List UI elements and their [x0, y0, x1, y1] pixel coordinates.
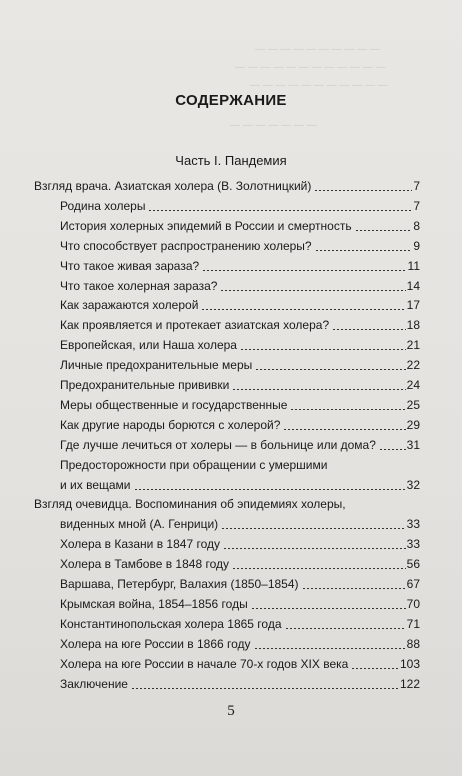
toc-entry-title: Родина холеры	[60, 198, 146, 213]
toc-entry-title: Что такое живая зараза?	[60, 258, 200, 273]
toc-entry-title: Меры общественные и государственные	[60, 397, 288, 412]
toc-entry-title: Предохранительные прививки	[60, 378, 230, 392]
dot-leader	[201, 309, 405, 310]
toc-entry	[60, 238, 420, 254]
toc-entry	[60, 636, 420, 652]
toc-entry-page: 71	[406, 616, 420, 631]
toc-entry-page: 21	[406, 338, 420, 353]
dot-leader	[240, 349, 406, 350]
show-through-decoration: — — — — — — —	[230, 120, 317, 131]
toc-entry	[60, 218, 420, 234]
toc-entry-page: 31	[406, 437, 420, 452]
toc-entry-page: 18	[406, 318, 420, 333]
toc-entry	[60, 536, 420, 552]
toc-entry-title: Взгляд врача. Азиатская холера (В. Золотницкий)	[34, 179, 312, 193]
toc-entry-title: Что способствует распространению холеры?	[60, 238, 312, 253]
toc-entry-page: 56	[406, 557, 420, 572]
toc-entry-title: Как другие народы борются с холерой?	[60, 417, 281, 432]
toc-entry	[60, 576, 420, 592]
toc-entry	[60, 198, 420, 214]
dot-leader	[290, 409, 405, 410]
dot-leader	[332, 329, 406, 330]
toc-entry-page: 22	[406, 358, 420, 373]
show-through-decoration: — — — — — — — — — — — —	[235, 62, 386, 73]
toc-entry-title: Заключение	[60, 676, 128, 691]
toc-entry	[60, 477, 420, 493]
toc-entry-page: 67	[406, 577, 420, 591]
dot-leader	[314, 190, 412, 191]
dot-leader	[283, 429, 405, 430]
toc-entry	[60, 676, 420, 692]
toc-entry-page: 14	[406, 278, 420, 293]
toc-entry-page: 7	[413, 198, 420, 213]
toc-entry-title: Предосторожности при обращении с умершими	[60, 457, 328, 472]
toc-entry	[60, 616, 420, 632]
toc-entry-title: История холерных эпидемий в России и смертность	[60, 218, 352, 233]
dot-leader	[315, 250, 413, 251]
dot-leader	[251, 608, 406, 609]
toc-entry-page: 103	[399, 656, 420, 671]
toc-entry-page: 11	[407, 258, 420, 273]
dot-leader	[202, 270, 406, 271]
dot-leader	[254, 648, 406, 649]
toc-entry	[60, 377, 420, 393]
toc-entry-title: Варшава, Петербург, Валахия (1850–1854)	[60, 577, 299, 591]
toc-entry	[60, 556, 420, 572]
toc-entry	[60, 596, 420, 612]
toc-entry	[60, 258, 420, 274]
toc-entry-page: 25	[406, 397, 420, 412]
toc-entry	[60, 337, 420, 353]
dot-leader	[232, 389, 405, 390]
toc-entry-page: 88	[406, 636, 420, 651]
part-heading: Часть I. Пандемия	[175, 153, 287, 168]
toc-entry-page: 70	[406, 596, 420, 611]
toc-entry-title: Холера в Тамбове в 1848 году	[60, 557, 229, 572]
toc-entry	[60, 317, 420, 333]
toc-entry-page: 24	[406, 378, 420, 392]
dot-leader	[220, 290, 405, 291]
toc-entry	[60, 516, 420, 532]
toc-section-entry	[34, 178, 420, 194]
dot-leader	[134, 489, 406, 490]
dot-leader	[255, 369, 405, 370]
dot-leader	[223, 548, 406, 549]
toc-entry-title: и их вещами	[60, 477, 131, 492]
toc-entry-title: Что такое холерная зараза?	[60, 278, 218, 293]
dot-leader	[355, 230, 413, 231]
toc-entry	[60, 457, 420, 473]
dot-leader	[302, 588, 406, 589]
toc-entry	[60, 278, 420, 294]
toc-entry-title: Крымская война, 1854–1856 годы	[60, 596, 248, 611]
toc-entry-title: Константинопольская холера 1865 года	[60, 616, 282, 631]
toc-entry-title: виденных мной (А. Генрици)	[60, 517, 219, 532]
toc-entry-page: 9	[413, 238, 420, 253]
toc-entry-title: Холера в Казани в 1847 году	[60, 537, 220, 552]
show-through-decoration: — — — — — — — — — — —	[250, 80, 388, 91]
toc-entry-title: Холера на юге России в 1866 году	[60, 636, 251, 651]
toc-section-entry	[34, 496, 420, 512]
show-through-decoration: — — — — — — — — — —	[255, 44, 381, 55]
toc-entry-title: Личные предохранительные меры	[60, 358, 253, 373]
dot-leader	[148, 210, 412, 211]
toc-entry-page: 7	[413, 179, 420, 193]
page-title: СОДЕРЖАНИЕ	[175, 92, 287, 109]
toc-entry	[60, 397, 420, 413]
toc-entry	[60, 656, 420, 672]
dot-leader	[379, 449, 406, 450]
toc-entry	[60, 297, 420, 313]
toc-entry-title: Взгляд очевидца. Воспоминания об эпидемиях холеры,	[34, 497, 346, 512]
toc-entry-title: Как проявляется и протекает азиатская холера?	[60, 318, 330, 333]
dot-leader	[285, 628, 406, 629]
toc-entry-title: Где лучше лечиться от холеры — в больнице или дома?	[60, 437, 376, 452]
dot-leader	[232, 568, 406, 569]
dot-leader	[131, 688, 399, 689]
toc-entry-page: 32	[406, 477, 420, 492]
toc-entry-page: 122	[399, 676, 420, 691]
dot-leader	[221, 528, 405, 529]
toc-entry-title: Как заражаются холерой	[60, 298, 199, 313]
toc-entry-page: 33	[406, 517, 420, 532]
dot-leader	[351, 668, 399, 669]
toc-entry-title: Холера на юге России в начале 70-х годов XIX века	[60, 656, 349, 671]
toc-entry-title: Европейская, или Наша холера	[60, 338, 237, 353]
toc-entry-page: 17	[406, 298, 420, 313]
toc-entry	[60, 357, 420, 373]
page-number: 5	[227, 703, 235, 719]
toc-entry-page: 8	[413, 218, 420, 233]
toc-entry-page: 33	[406, 537, 420, 552]
toc-entry	[60, 417, 420, 433]
toc-entry	[60, 437, 420, 453]
toc-entry-page: 29	[406, 417, 420, 432]
